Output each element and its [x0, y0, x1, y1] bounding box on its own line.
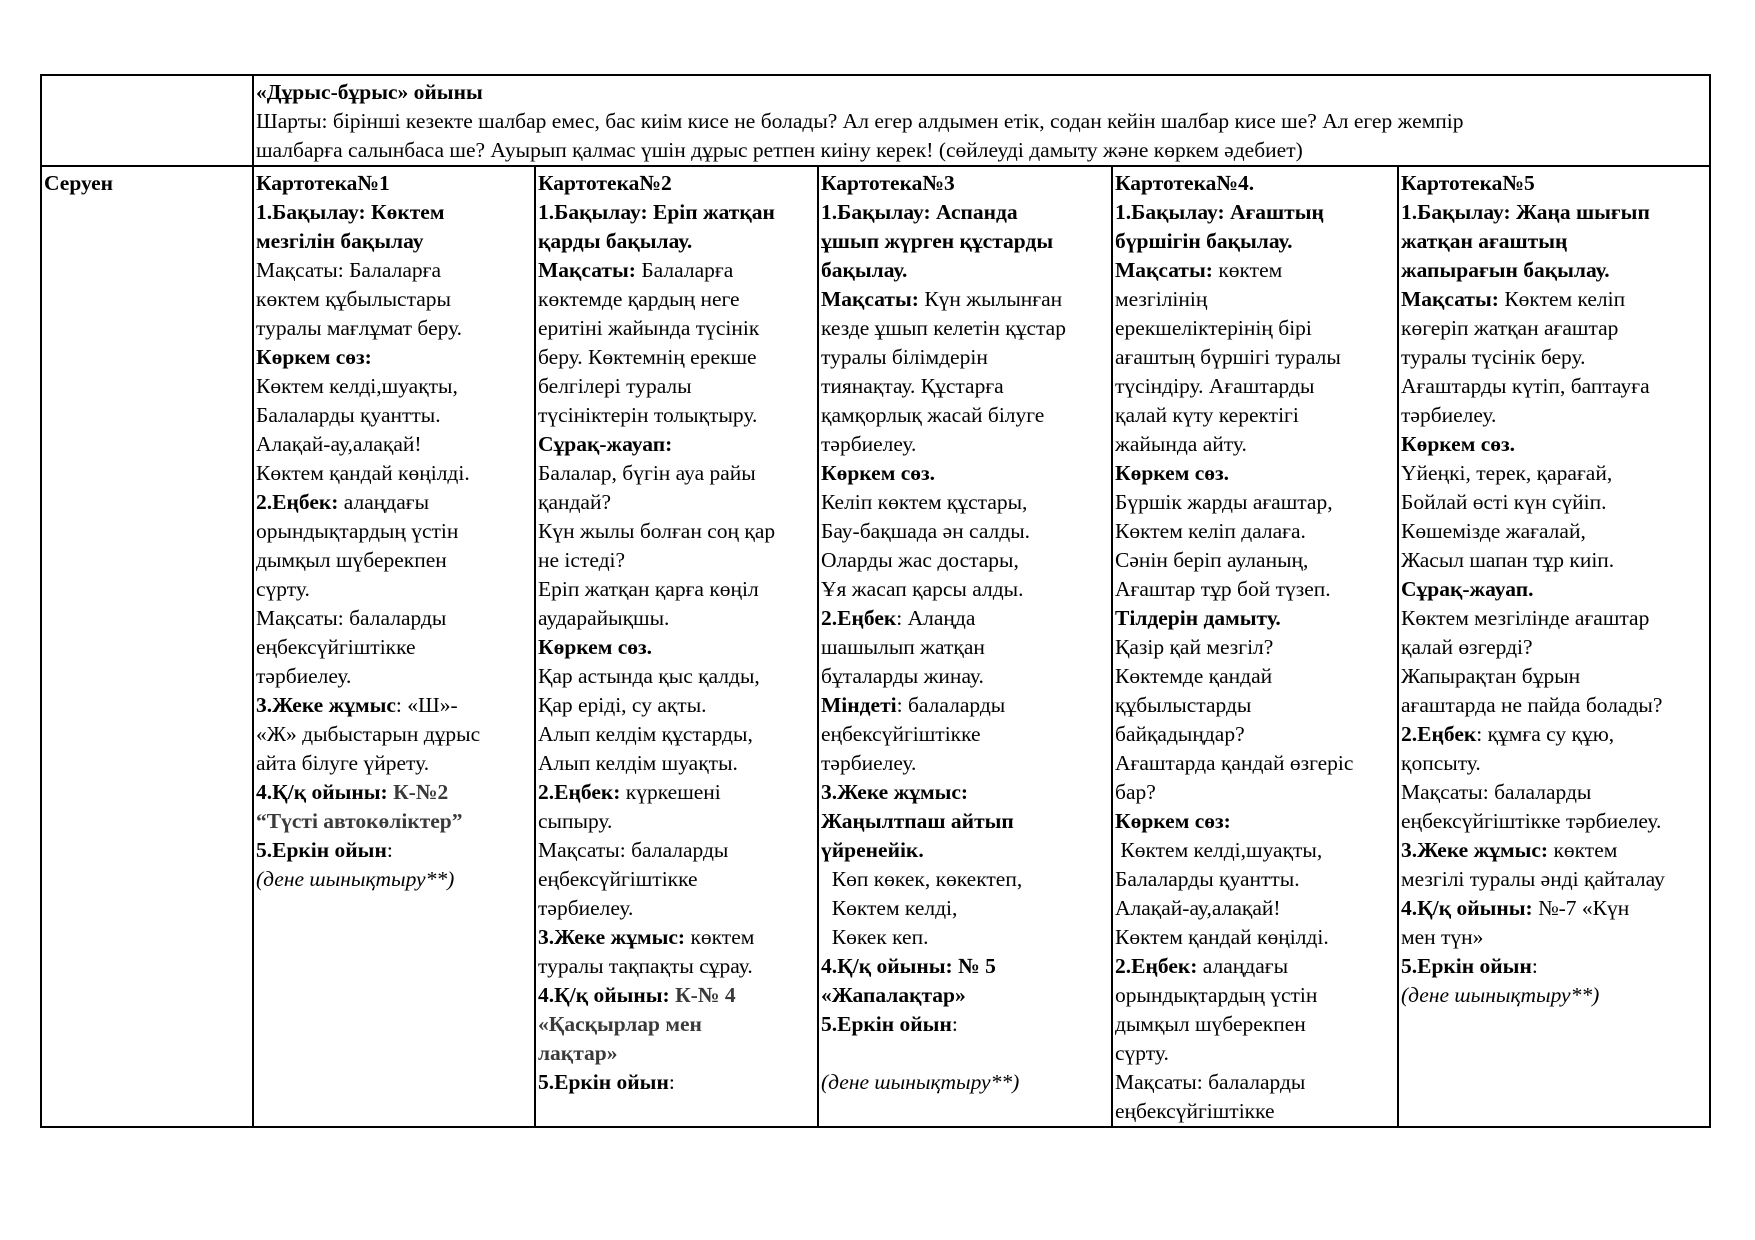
card-line: Көктем келіп далаға.	[1115, 519, 1306, 543]
plan-table	[40, 74, 1711, 1128]
card-line	[1115, 952, 1395, 981]
card-line	[1401, 894, 1707, 923]
card-line: Алақай-ау,алақай!	[1115, 896, 1281, 920]
card-line: Алып келдім шуақты.	[538, 751, 738, 775]
card-line: Картотека№3	[821, 171, 955, 195]
card-line: 1.Бақылау: Ағаштың	[1115, 200, 1324, 224]
card-line: еритіні жайында түсінік	[538, 316, 760, 340]
card-text-segment: :	[1531, 954, 1538, 978]
card-line: қалай күту керектігі	[1115, 403, 1299, 427]
card-line: тәрбиелеу.	[256, 664, 352, 688]
card-line: туралы мағлұмат беру.	[256, 316, 463, 340]
card-line: туралы тақпақты сұрау.	[538, 954, 753, 978]
card-line: Картотека№4.	[1115, 171, 1255, 195]
walk-row	[41, 166, 1710, 1127]
card-text-segment: : Алаңда	[896, 606, 976, 630]
card-line	[256, 836, 532, 865]
card-line	[538, 778, 815, 807]
card-line: дымқыл шүберекпен	[256, 548, 447, 572]
card-text-segment: күркешені	[620, 780, 721, 804]
card-line: Мақсаты: балаларды	[1401, 780, 1592, 804]
card-line: туралы білімдерін	[821, 345, 988, 369]
card-line: Көктем келді,шуақты,	[1115, 838, 1323, 862]
card-line: көгеріп жатқан ағаштар	[1401, 316, 1619, 340]
card-text-segment: Күн жылынған	[918, 287, 1063, 311]
row-label	[44, 78, 250, 107]
card-line	[821, 285, 1109, 314]
card-line: үйренейік.	[821, 838, 924, 862]
card-line: «Қасқырлар мен	[538, 1012, 702, 1036]
card-text-segment: 5.Еркін ойын	[256, 838, 387, 862]
game-description-cell	[253, 75, 1710, 166]
card-text-segment: 3.Жеке жұмыс	[256, 693, 396, 717]
card-text-segment: алаңдағы	[1197, 954, 1289, 978]
card-text-segment: көктем	[685, 925, 755, 949]
card-line: белгілері туралы	[538, 374, 692, 398]
card-line	[821, 691, 1109, 720]
card-line: Қар еріді, су ақты.	[538, 693, 707, 717]
card-line: жатқан ағаштың	[1401, 229, 1568, 253]
card-line: сыпыру.	[538, 809, 613, 833]
card-text-segment: 2.Еңбек:	[256, 490, 339, 514]
card-line: Картотека№1	[256, 171, 390, 195]
card-line: Картотека№2	[538, 171, 672, 195]
card-line: 1.Бақылау: Аспанда	[821, 200, 1018, 224]
card-line: қандай?	[538, 490, 612, 514]
card-line: (дене шынықтыру**)	[821, 1070, 1020, 1094]
card-line	[821, 1010, 1109, 1039]
card-line	[256, 778, 532, 807]
card-text-segment: 5.Еркін ойын	[821, 1012, 952, 1036]
card-line: Сұрақ-жауап:	[538, 432, 673, 456]
card-text-segment: К-№ 4	[675, 983, 736, 1007]
card-line: 3.Жеке жұмыс:	[821, 780, 969, 804]
card-line	[256, 691, 532, 720]
game-title: «Дұрыс-бұрыс» ойыны	[256, 80, 483, 104]
card-2-cell	[535, 166, 818, 1127]
card-line: Мақсаты: балаларды	[1115, 1070, 1306, 1094]
card-line: “Түсті автокөліктер”	[256, 809, 463, 833]
card-line: 1.Бақылау: Жаңа шығып	[1401, 200, 1650, 224]
card-line: орындықтардың үстін	[256, 519, 459, 543]
card-line	[821, 604, 1109, 633]
card-line: бар?	[1115, 780, 1156, 804]
card-text-segment: 3.Жеке жұмыс:	[538, 925, 686, 949]
card-line: Үйеңкі, терек, қарағай,	[1401, 461, 1613, 485]
card-text-segment: 2.Еңбек	[821, 606, 897, 630]
card-line: Бүршік жарды ағаштар,	[1115, 490, 1333, 514]
card-line: Алақай-ау,алақай!	[256, 432, 422, 456]
card-line: тәрбиелеу.	[821, 751, 917, 775]
card-line: Мақсаты: балаларды	[538, 838, 729, 862]
card-text-segment: 3.Жеке жұмыс:	[1401, 838, 1549, 862]
card-line: орындықтардың үстін	[1115, 983, 1318, 1007]
card-text-segment: Мақсаты:	[538, 258, 636, 282]
card-line: Бау-бақшада ән салды.	[821, 519, 1031, 543]
card-1-cell	[253, 166, 535, 1127]
card-3-cell	[818, 166, 1112, 1127]
card-line: Алып келдім құстарды,	[538, 722, 753, 746]
card-line: не істеді?	[538, 548, 626, 572]
card-line: (дене шынықтыру**)	[1401, 983, 1600, 1007]
card-line: Ағаштарда қандай өзгеріс	[1115, 751, 1354, 775]
card-line: байқадыңдар?	[1115, 722, 1245, 746]
walk-row-label-cell	[41, 166, 253, 1127]
card-line: Еріп жатқан қарға көңіл	[538, 577, 759, 601]
card-line: айта білуге үйрету.	[256, 751, 430, 775]
card-line: Жапырақтан бұрын	[1401, 664, 1581, 688]
card-line: Көркем сөз.	[538, 635, 653, 659]
card-line: Қазір қай мезгіл?	[1115, 635, 1274, 659]
card-line: Көркем сөз:	[256, 345, 372, 369]
card-line: 1.Бақылау: Еріп жатқан	[538, 200, 775, 224]
card-text-segment: : «Ш»-	[395, 693, 458, 717]
card-line: Тілдерін дамыту.	[1115, 606, 1281, 630]
card-line: еңбексүйгіштікке	[538, 867, 698, 891]
card-line: Көктемде қандай	[1115, 664, 1273, 688]
game-row-label-cell	[41, 75, 253, 166]
card-line: мен түн»	[1401, 925, 1484, 949]
card-line: 4.Қ/қ ойыны: № 5	[821, 954, 996, 978]
card-line: бақылау.	[821, 258, 908, 282]
card-line	[256, 488, 532, 517]
card-text-segment: көктем	[1548, 838, 1618, 862]
card-line: сүрту.	[1115, 1041, 1169, 1065]
card-line: Көп көкек, көкектеп,	[821, 867, 1023, 891]
card-line	[1401, 720, 1707, 749]
card-line: лақтар»	[538, 1041, 618, 1065]
card-line	[538, 256, 815, 285]
card-line: Көктем келді,	[821, 896, 958, 920]
card-line: мезгілінің	[1115, 287, 1208, 311]
card-text-segment: :	[386, 838, 393, 862]
card-line: Көктем қандай көңілді.	[256, 461, 470, 485]
card-line: ерекшеліктерінің бірі	[1115, 316, 1312, 340]
card-text-segment: 5.Еркін ойын	[538, 1070, 669, 1094]
card-text-segment: Міндеті	[821, 693, 897, 717]
card-line	[1401, 952, 1707, 981]
card-text-segment: Көктем келіп	[1498, 287, 1626, 311]
card-text-segment: Мақсаты:	[821, 287, 919, 311]
card-line	[1401, 285, 1707, 314]
card-line: еңбексүйгіштікке	[1115, 1099, 1275, 1123]
card-line: Күн жылы болған соң қар	[538, 519, 776, 543]
card-line: еңбексүйгіштікке	[256, 635, 416, 659]
card-line: көктем құбылыстары	[256, 287, 451, 311]
card-line: жапырағын бақылау.	[1401, 258, 1610, 282]
card-text-segment: : құмға су құю,	[1476, 722, 1615, 746]
card-line: құбылыстарды	[1115, 693, 1252, 717]
game-row	[41, 75, 1710, 166]
card-line: мезгілі туралы әнді қайталау	[1401, 867, 1665, 891]
card-line: Жаңылтпаш айтып	[821, 809, 1014, 833]
card-line: (дене шынықтыру**)	[256, 867, 455, 891]
card-line: Көркем сөз:	[1115, 809, 1231, 833]
card-line: еңбексүйгіштікке	[821, 722, 981, 746]
card-line: Картотека№5	[1401, 171, 1535, 195]
card-line: Көркем сөз.	[821, 461, 936, 485]
card-line: Көркем сөз.	[1401, 432, 1516, 456]
card-5-cell	[1398, 166, 1710, 1127]
card-line: «Жапалақтар»	[821, 983, 966, 1007]
card-line: бүршігін бақылау.	[1115, 229, 1293, 253]
card-text-segment: 4.Қ/қ ойыны:	[538, 983, 676, 1007]
card-line: тәрбиелеу.	[538, 896, 634, 920]
card-line: ұшып жүрген құстарды	[821, 229, 1054, 253]
card-line: қамқорлық жасай білуге	[821, 403, 1045, 427]
card-line: Оларды жас достары,	[821, 548, 1019, 572]
card-line: көктемде қардың неге	[538, 287, 740, 311]
card-line: кезде ұшып келетін құстар	[821, 316, 1066, 340]
game-rules-line: Шарты: бірінші кезекте шалбар емес, бас киім кисе не болады? Ал егер алдымен етік, содан кейін шалбар кисе ше? Ал егер жемпір	[256, 109, 1464, 133]
card-text-segment: алаңдағы	[338, 490, 430, 514]
card-line	[538, 923, 815, 952]
card-line: аударайықшы.	[538, 606, 670, 630]
card-line: еңбексүйгіштікке тәрбиелеу.	[1401, 809, 1662, 833]
card-line: Көкек кеп.	[821, 925, 929, 949]
card-line: тәрбиелеу.	[1401, 403, 1497, 427]
card-line: Бойлай өсті күн сүйіп.	[1401, 490, 1607, 514]
card-line: ағаштарда не пайда болады?	[1401, 693, 1663, 717]
card-text-segment: Балаларға	[635, 258, 734, 282]
card-line: Мақсаты: Балаларға	[256, 258, 442, 282]
card-line: Ағаштар тұр бой түзеп.	[1115, 577, 1331, 601]
card-line: Көктем келді,шуақты,	[256, 374, 458, 398]
card-line: бұталарды жинау.	[821, 664, 984, 688]
card-line	[1401, 836, 1707, 865]
card-line: Балаларды қуантты.	[256, 403, 441, 427]
card-line: Сұрақ-жауап.	[1401, 577, 1534, 601]
card-line	[821, 1039, 1109, 1068]
card-text-segment: Мақсаты:	[1401, 287, 1499, 311]
card-line: мезгілін бақылау	[256, 229, 424, 253]
card-line	[538, 1068, 815, 1097]
card-text-segment: №-7 «Күн	[1532, 896, 1630, 920]
card-line: дымқыл шүберекпен	[1115, 1012, 1306, 1036]
card-line: тәрбиелеу.	[821, 432, 917, 456]
card-text-segment: :	[668, 1070, 675, 1094]
card-line: туралы түсінік беру.	[1401, 345, 1586, 369]
card-text-segment: Мақсаты:	[1115, 258, 1213, 282]
card-line: Мақсаты: балаларды	[256, 606, 447, 630]
card-line: тиянақтау. Құстарға	[821, 374, 1004, 398]
card-line	[538, 981, 815, 1010]
row-label: Серуен	[44, 171, 114, 195]
game-rules-line: шалбарға салынбаса ше? Ауырып қалмас үшін дұрыс ретпен киіну керек! (сөйлеуді дамыту және көркем әдебиет)	[256, 138, 1303, 162]
card-line: беру. Көктемнің ерекше	[538, 345, 757, 369]
card-line: Жасыл шапан тұр киіп.	[1401, 548, 1615, 572]
card-line: сүрту.	[256, 577, 310, 601]
card-text-segment: 5.Еркін ойын	[1401, 954, 1532, 978]
card-line: Келіп көктем құстары,	[821, 490, 1028, 514]
card-line: Балалар, бүгін ауа райы	[538, 461, 756, 485]
card-line: қопсыту.	[1401, 751, 1481, 775]
card-line: қарды бақылау.	[538, 229, 693, 253]
card-text-segment: : балаларды	[896, 693, 1006, 717]
card-line: Ағаштарды күтіп, баптауға	[1401, 374, 1650, 398]
card-line: түсініктерін толықтыру.	[538, 403, 758, 427]
card-text-segment: 2.Еңбек:	[1115, 954, 1198, 978]
card-4-cell	[1112, 166, 1398, 1127]
card-line: қалай өзгерді?	[1401, 635, 1533, 659]
card-line: Көктем қандай көңілді.	[1115, 925, 1329, 949]
card-text-segment: :	[951, 1012, 958, 1036]
card-line: ағаштың бүршігі туралы	[1115, 345, 1341, 369]
card-text-segment: 4.Қ/қ ойыны:	[1401, 896, 1533, 920]
card-text-segment: көктем	[1212, 258, 1283, 282]
card-text-segment: 4.Қ/қ ойыны:	[256, 780, 394, 804]
card-line: Ұя жасап қарсы алды.	[821, 577, 1024, 601]
card-line	[1115, 256, 1395, 285]
card-text-segment: К-№2	[393, 780, 449, 804]
card-line: 1.Бақылау: Көктем	[256, 200, 445, 224]
card-line: Балаларды қуантты.	[1115, 867, 1300, 891]
card-line: Көшемізде жағалай,	[1401, 519, 1586, 543]
card-line: шашылып жатқан	[821, 635, 985, 659]
card-line: Сәнін беріп ауланың,	[1115, 548, 1309, 572]
card-line: Қар астында қыс қалды,	[538, 664, 760, 688]
card-line: «Ж» дыбыстарын дұрыс	[256, 722, 481, 746]
card-line: Көркем сөз.	[1115, 461, 1230, 485]
card-line: жайында айту.	[1115, 432, 1247, 456]
card-text-segment: 2.Еңбек	[1401, 722, 1477, 746]
card-line: түсіндіру. Ағаштарды	[1115, 374, 1315, 398]
card-text-segment: 2.Еңбек:	[538, 780, 621, 804]
card-line: Көктем мезгілінде ағаштар	[1401, 606, 1650, 630]
